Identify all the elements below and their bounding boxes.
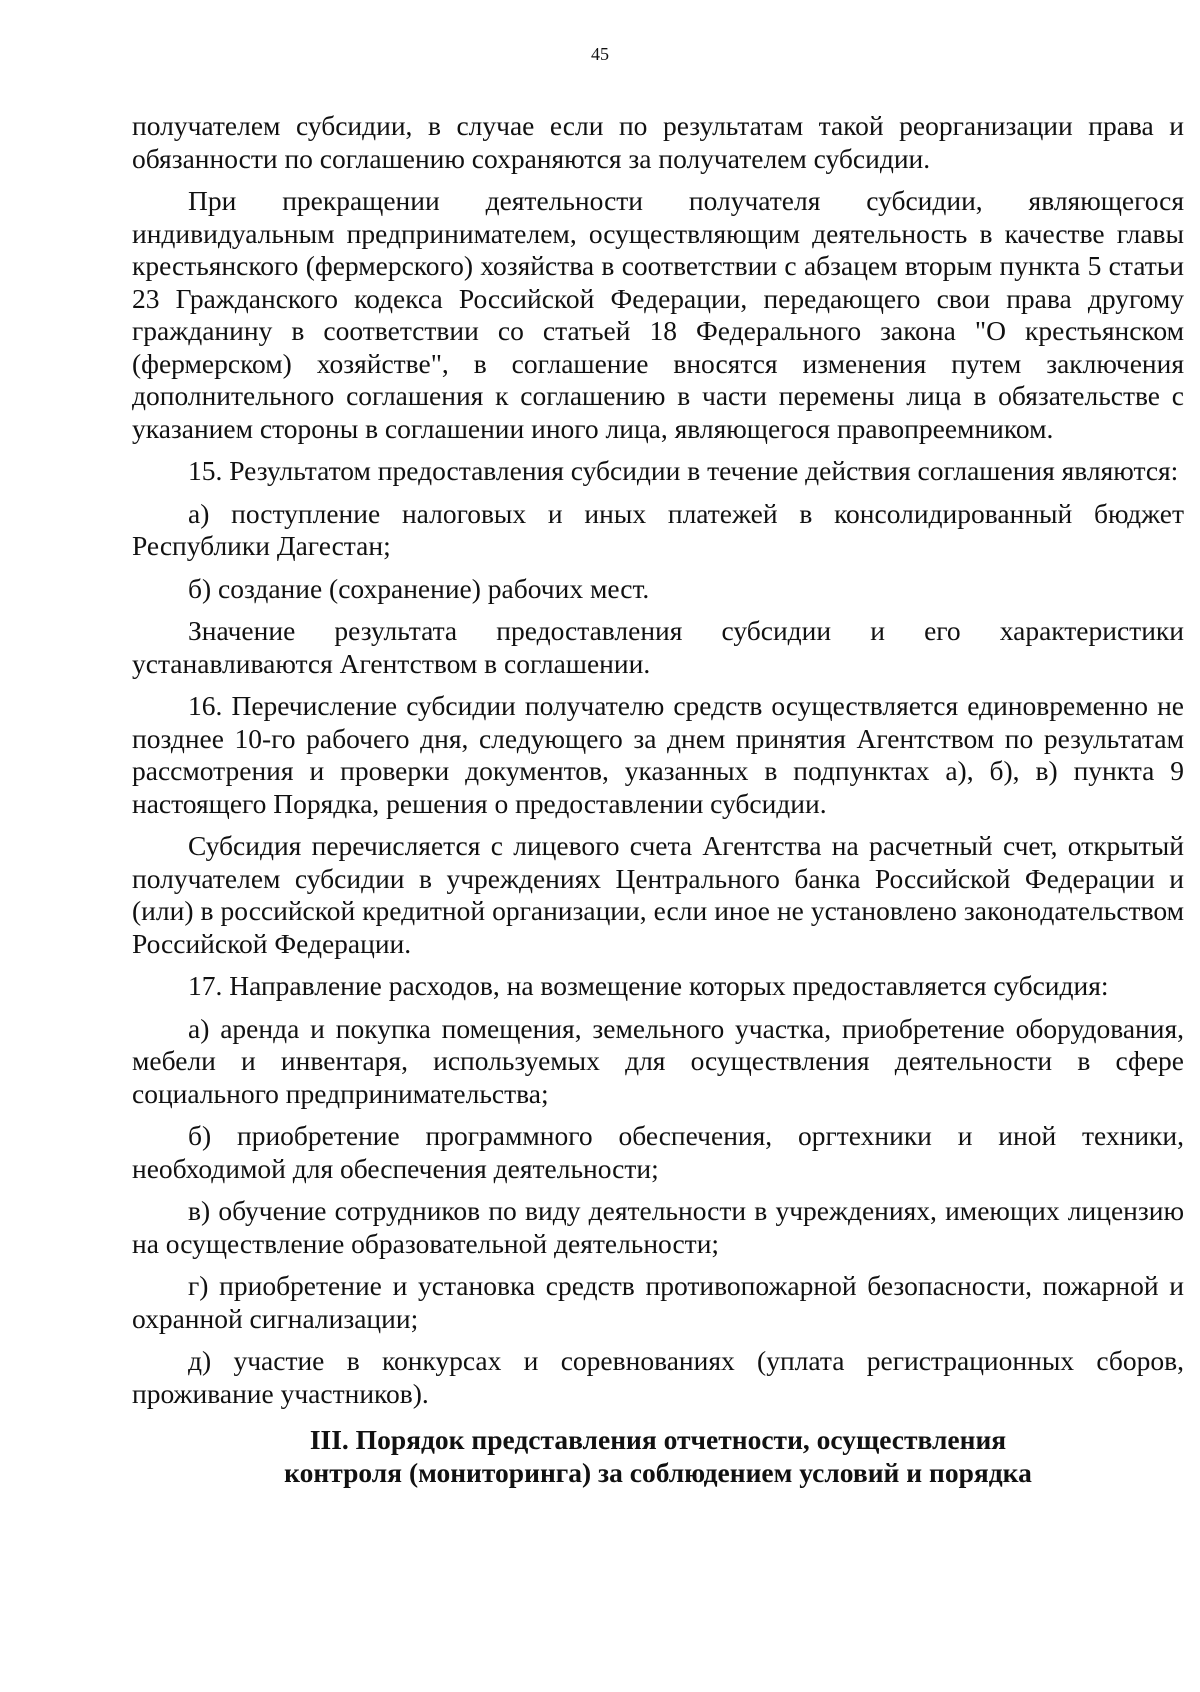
paragraph-result-value: Значение результата предоставления субсидии и его характеристики устанавливаются Агентством в соглашении. (132, 615, 1184, 679)
paragraph-17: 17. Направление расходов, на возмещение которых предоставляется субсидия: (188, 970, 1109, 1001)
paragraph-continuation: получателем субсидии, в случае если по результатам такой реорганизации права и обязанности по соглашению сохраняются за получателем субсидии. (132, 110, 1184, 174)
paragraph-15: 15. Результатом предоставления субсидии в течение действия соглашения являются: (188, 455, 1179, 486)
paragraph-17-a: а) аренда и покупка помещения, земельного участка, приобретение оборудования, мебели и инвентаря, используемых для осуществления деятельности в сфере социального предпринимательства; (132, 1012, 1184, 1109)
paragraph-17-b: б) приобретение программного обеспечения, оргтехники и иной техники, необходимой для обеспечения деятельности; (132, 1120, 1184, 1184)
paragraph-17-g: г) приобретение и установка средств противопожарной безопасности, пожарной и охранной сигнализации; (132, 1270, 1184, 1334)
page-number: 45 (591, 44, 609, 64)
document-body (132, 110, 1184, 1489)
paragraph-transfer-account: Субсидия перечисляется с лицевого счета Агентства на расчетный счет, открытый получателем субсидии в учреждениях Центрального банка Российской Федерации и (или) в российской кредитной организации, если иное не установлено законодательством Российской Федерации. (132, 830, 1184, 959)
section-heading-line-1: III. Порядок представления отчетности, осуществления (309, 1424, 1007, 1455)
paragraph-17-v: в) обучение сотрудников по виду деятельности в учреждениях, имеющих лицензию на осуществление образовательной деятельности; (132, 1195, 1184, 1259)
paragraph-15-b: б) создание (сохранение) рабочих мест. (188, 572, 650, 604)
paragraph-15-a: а) поступление налоговых и иных платежей в консолидированный бюджет Республики Дагестан; (132, 497, 1184, 561)
section-heading-line-2: контроля (мониторинга) за соблюдением условий и порядка (284, 1456, 1032, 1488)
paragraph-16: 16. Перечисление субсидии получателю средств осуществляется единовременно не позднее 10-го рабочего дня, следующего за днем принятия Агентством по результатам рассмотрения и проверки документов, указанных в подпунктах а), б), в) пункта 9 настоящего Порядка, решения о предоставлении субсидии. (132, 690, 1184, 819)
paragraph-farm-succession: При прекращении деятельности получателя субсидии, являющегося индивидуальным предпринимателем, осуществляющим деятельность в качестве главы крестьянского (фермерского) хозяйства в соответствии с абзацем вторым пункта 5 статьи 23 Гражданского кодекса Российской Федерации, передающего свои права другому гражданину в соответствии со статьей 18 Федерального закона "О крестьянском (фермерском) хозяйстве", в соглашение вносятся изменения путем заключения дополнительного соглашения к соглашению в части перемены лица в обязательстве с указанием стороны в соглашении иного лица, являющегося правопреемником. (132, 185, 1184, 444)
paragraph-17-d: д) участие в конкурсах и соревнованиях (уплата регистрационных сборов, проживание участников). (132, 1345, 1184, 1409)
section-heading (132, 1424, 1184, 1489)
